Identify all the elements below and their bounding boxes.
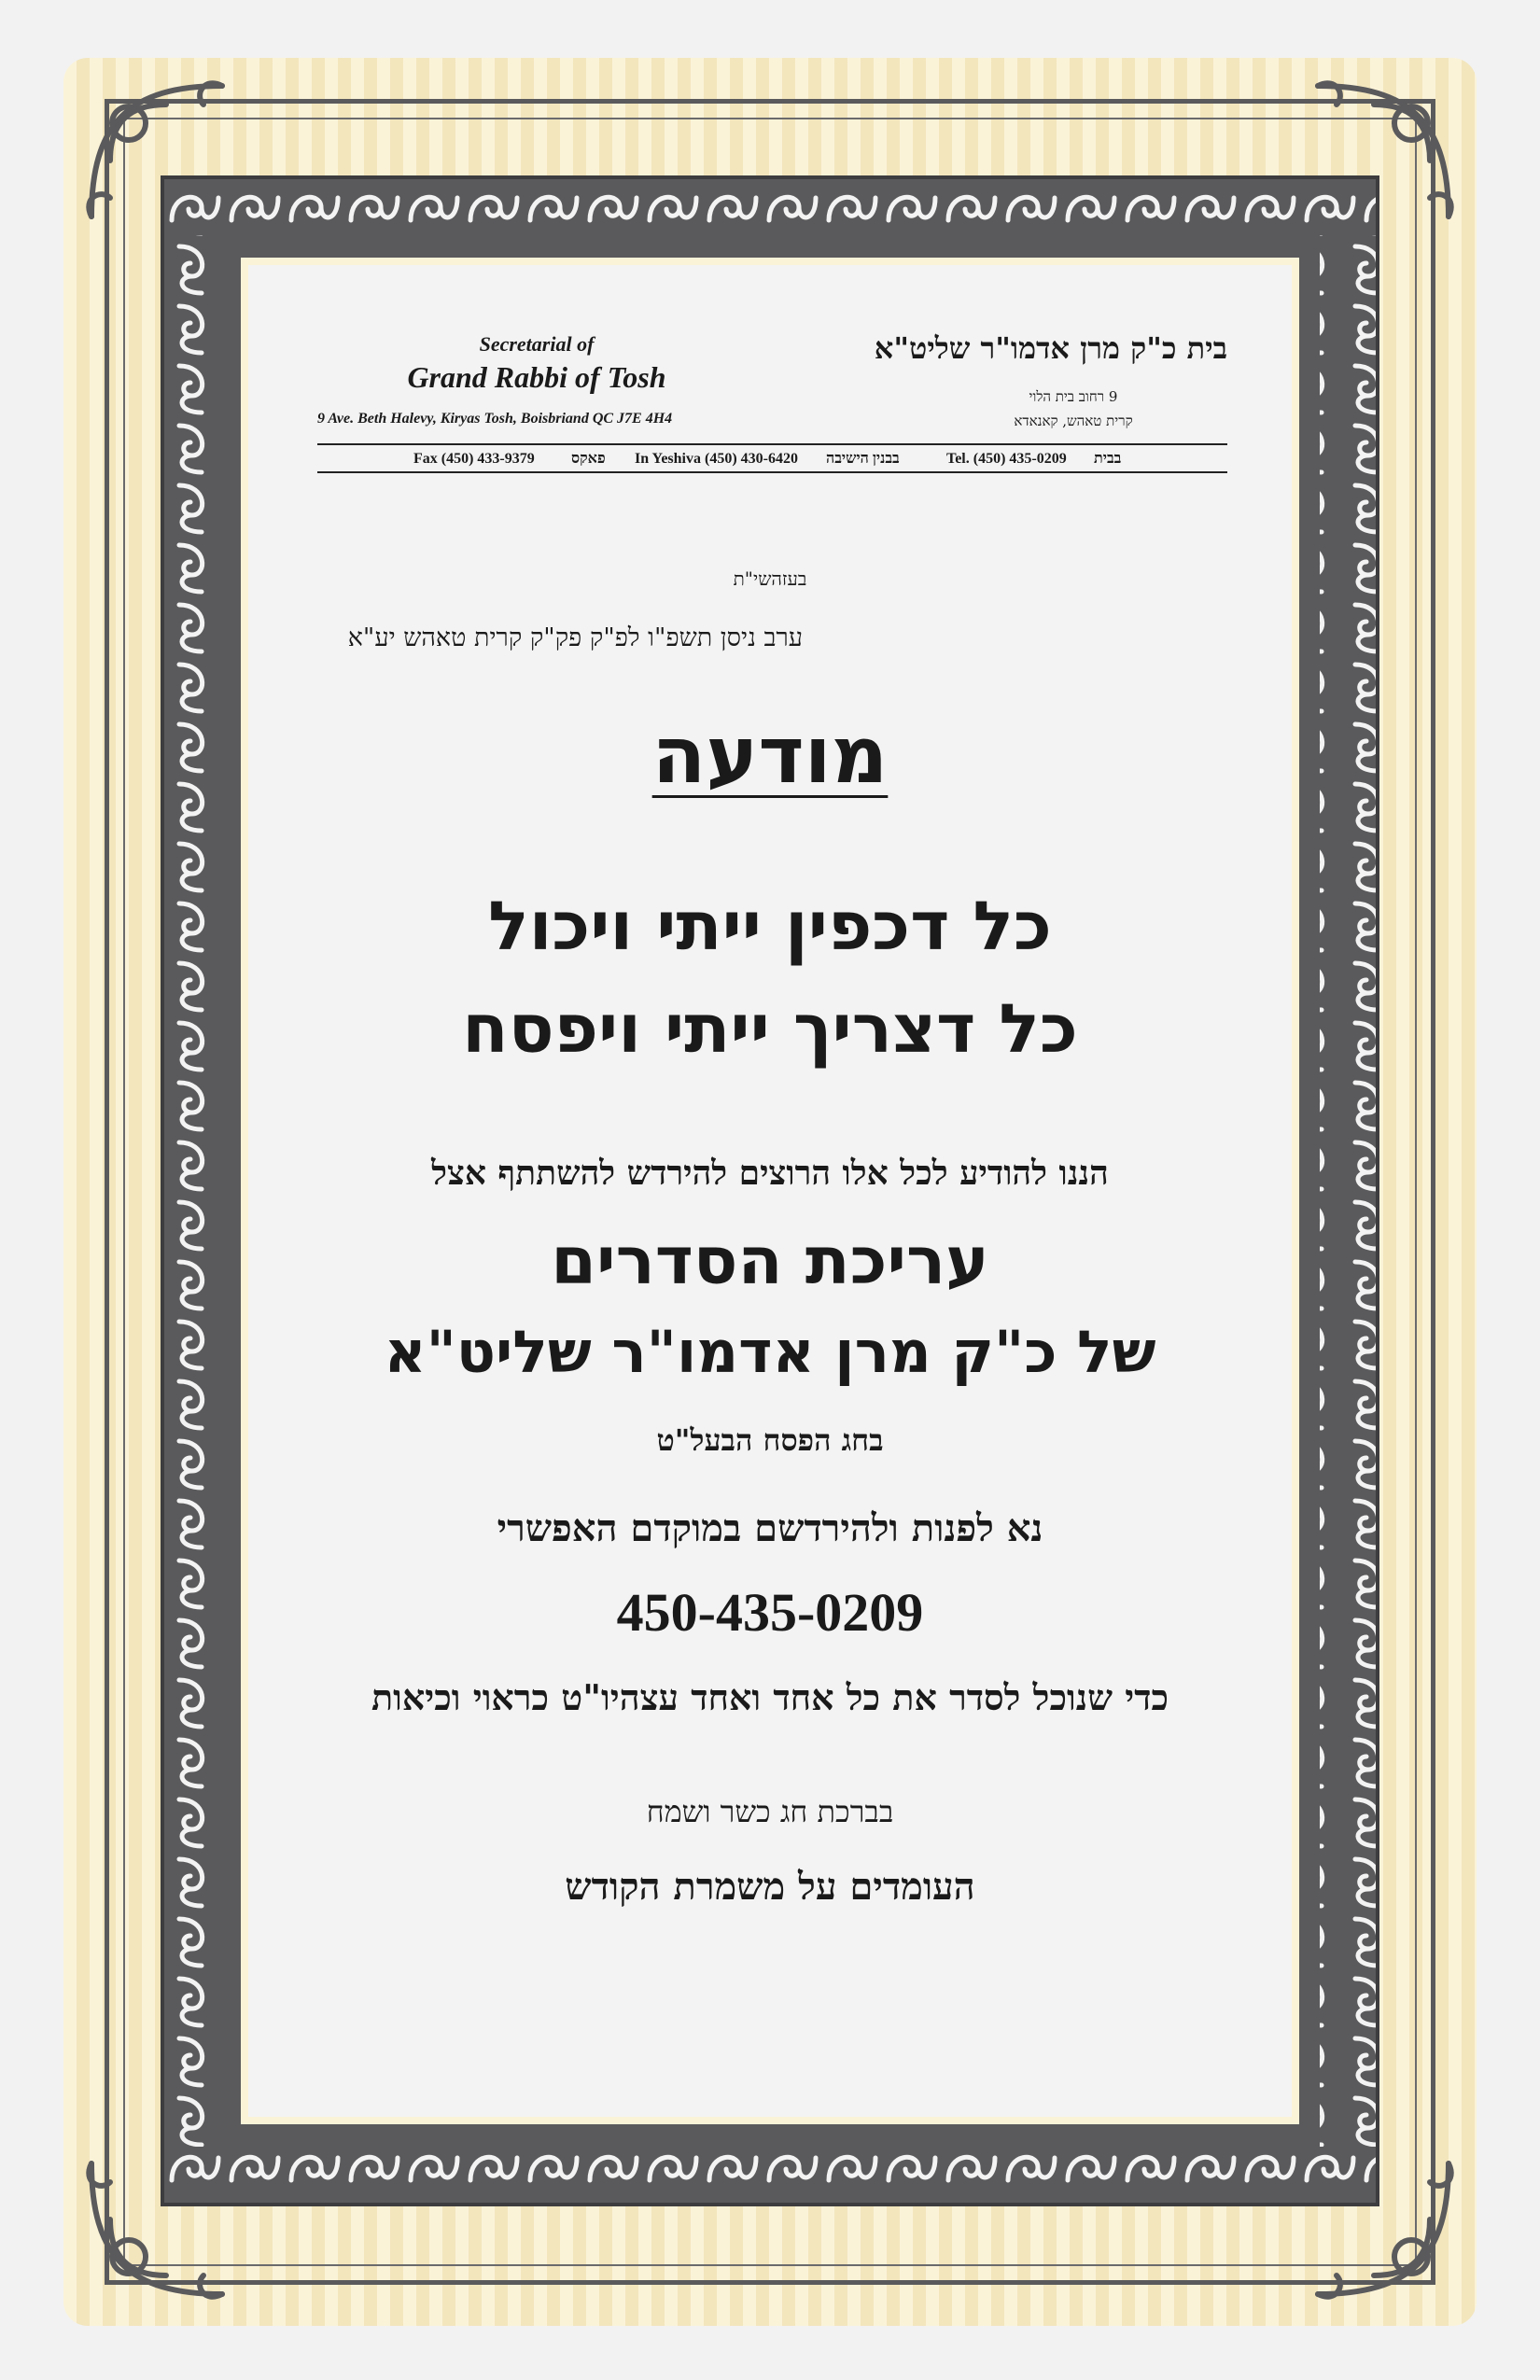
contact-fax: Fax (450) 433-9379 [413, 451, 535, 467]
letterhead-en-line2: Grand Rabbi of Tosh [407, 360, 666, 394]
purpose-text: כדי שנוכל לסדר את כל אחד ואחד עצהיו"ט כראוי וכיאות [371, 1676, 1169, 1718]
phone-number: 450-435-0209 [616, 1582, 924, 1643]
letterhead-rule-bottom [317, 471, 1227, 473]
signature-text: העומדים על משמרת הקודש [565, 1865, 975, 1909]
contact-yeshiva-he: בבנין הישיבה [826, 451, 900, 467]
contact-tel: Tel. (450) 435-0209 [946, 451, 1067, 467]
letterhead-he-address1: 9 רחוב בית הלוי [1029, 388, 1118, 405]
request-text: נא לפנות ולהירדשם במוקדם האפשרי [497, 1506, 1043, 1550]
letterhead-rule-top [317, 443, 1227, 445]
date-line: ערב ניסן תשפ"ו לפ"ק פק"ק קרית טאהש יע"א [347, 623, 803, 652]
motto-line1: כל דכפין ייתי ויכול [488, 887, 1052, 965]
contact-tel-he: בבית [1094, 451, 1122, 467]
page-title: מודעה [651, 709, 889, 801]
occasion-text: בחג הפסח הבעל"ט [656, 1422, 884, 1458]
letterhead-en-address: 9 Ave. Beth Halevy, Kiryas Tosh, Boisbriand QC J7E 4H4 [317, 411, 673, 427]
event-line1: עריכת הסדרים [551, 1223, 989, 1299]
contact-fax-he: פאקס [571, 451, 606, 467]
letterhead-contacts [317, 449, 1227, 469]
motto-line2: כל דצריך ייתי ויפסח [462, 989, 1078, 1068]
contact-yeshiva: In Yeshiva (450) 430-6420 [635, 451, 798, 467]
heading-abbr: בעזהשי"ת [733, 567, 807, 590]
blessing-text: בברכת חג כשר ושמח [646, 1794, 894, 1829]
letterhead-he-address2: קרית טאהש, קאנאדא [1014, 413, 1133, 429]
letterhead-he-title: בית כ"ק מרן אדמו"ר שליט"א [874, 330, 1227, 366]
event-line2: של כ"ק מרן אדמו"ר שליט"א [384, 1318, 1156, 1386]
intro-text: הננו להודיע לכל אלו הרוצים להירדש להשתתף אצל [431, 1154, 1109, 1193]
letterhead-en-line1: Secretarial of [479, 332, 595, 356]
